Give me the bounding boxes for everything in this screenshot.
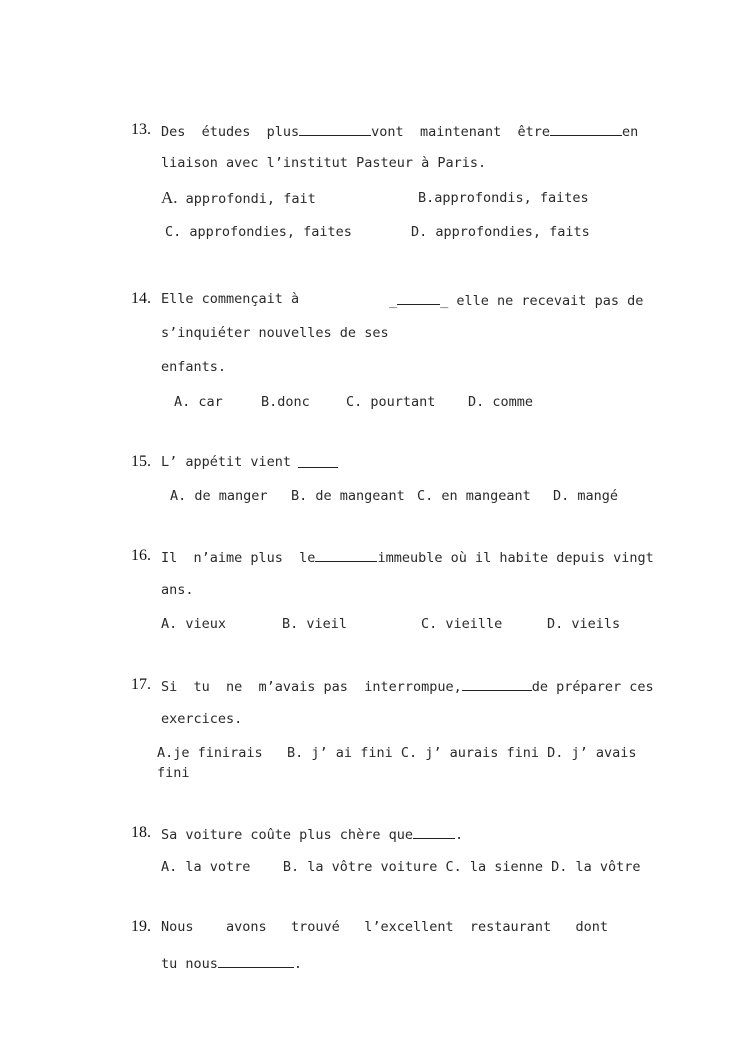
option-b: B. vieil [282, 616, 348, 632]
text-segment: _ elle ne recevait pas de [440, 293, 644, 309]
option-c: C. pourtant [346, 394, 436, 410]
question-number: 14. [131, 290, 151, 307]
text-segment: . [293, 956, 303, 972]
option-a: A. car [174, 394, 223, 410]
option-d: D. vieils [547, 616, 621, 632]
option-text: approfondi, fait [177, 191, 316, 207]
option-b: B.approfondis, faites [418, 190, 589, 206]
text-segment: de préparer ces [531, 679, 654, 695]
options: A. la votre B. la vôtre voiture C. la sienne D. la vôtre [161, 859, 641, 875]
question-number: 16. [131, 547, 151, 564]
option-d: D. comme [468, 394, 534, 410]
question-number: 17. [131, 676, 151, 693]
text-segment: Il n’aime plus le [161, 550, 316, 566]
text-segment: . [454, 827, 464, 843]
question-text: s’inquiéter nouvelles de ses [161, 325, 389, 341]
question-text [161, 121, 638, 141]
question-number: 18. [131, 824, 151, 841]
question-text [389, 290, 643, 310]
option-c: C. approfondies, faites [165, 224, 352, 240]
option-b: B. de mangeant [291, 488, 405, 504]
text-segment: immeuble où il habite depuis vingt [377, 550, 654, 566]
question-text [161, 547, 654, 567]
answer-blank [397, 290, 440, 305]
option-letter: A. [161, 188, 178, 207]
question-text: Elle commençait à [161, 291, 300, 307]
text-segment: Si tu ne m’avais pas interrompue, [161, 679, 462, 695]
answer-blank [298, 453, 338, 468]
question-text: L’ appétit vient [161, 454, 292, 470]
question-text [161, 676, 654, 696]
option-b: B.donc [261, 394, 310, 410]
question-number: 13. [131, 121, 151, 138]
question-text [298, 453, 338, 473]
question-text: liaison avec l’institut Pasteur à Paris. [161, 155, 487, 171]
question-text: Nous avons trouvé l’excellent restaurant dont [161, 919, 609, 935]
option-a: A. de manger [170, 488, 268, 504]
answer-blank [315, 547, 377, 562]
question-text [161, 824, 463, 844]
question-text: exercices. [161, 711, 243, 727]
options: A.je finirais B. j’ ai fini C. j’ aurais fini D. j’ avais [157, 745, 637, 761]
answer-blank [462, 676, 532, 691]
text-segment: _ [389, 293, 398, 309]
question-text: enfants. [161, 359, 227, 375]
question-number: 15. [131, 453, 151, 470]
text-segment: Des études plus [161, 124, 300, 140]
question-text [161, 953, 302, 973]
options: fini [157, 765, 190, 781]
text-segment: en [621, 124, 639, 140]
question-text: ans. [161, 582, 194, 598]
answer-blank [299, 121, 371, 136]
option-d: D. mangé [553, 488, 619, 504]
text-segment: Sa voiture coûte plus chère que [161, 827, 413, 843]
answer-blank [218, 953, 294, 968]
option-c: C. vieille [421, 616, 503, 632]
answer-blank [550, 121, 622, 136]
option-d: D. approfondies, faits [411, 224, 590, 240]
answer-blank [413, 824, 455, 839]
option-a: A. vieux [161, 616, 227, 632]
question-number: 19. [131, 918, 151, 935]
text-segment: tu nous [161, 956, 218, 972]
text-segment: vont maintenant être [371, 124, 550, 140]
option-a [161, 189, 316, 208]
option-c: C. en mangeant [417, 488, 531, 504]
